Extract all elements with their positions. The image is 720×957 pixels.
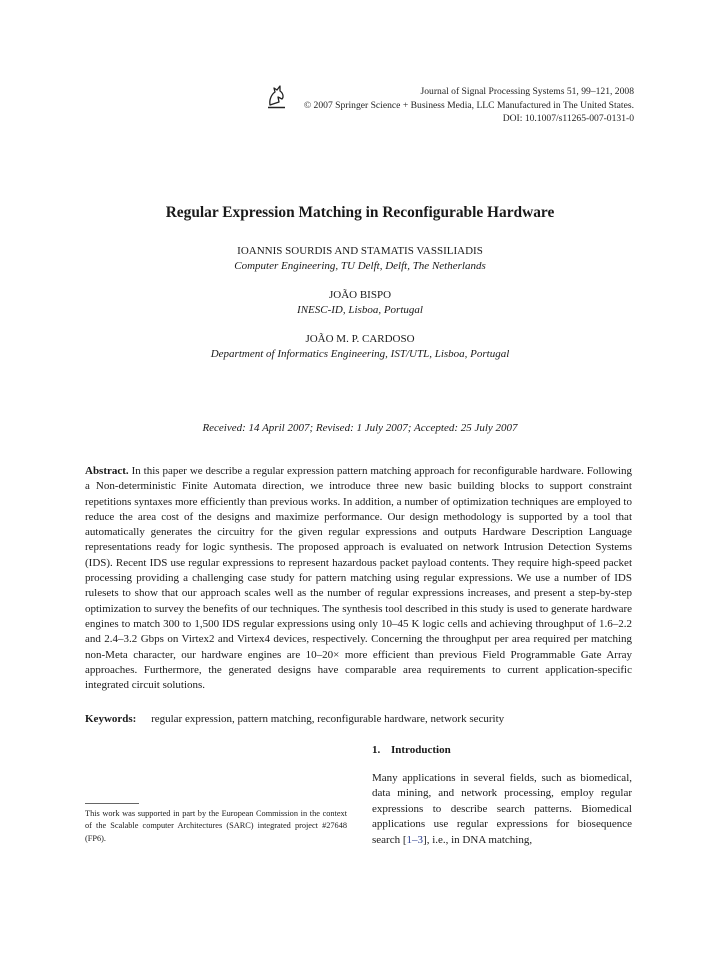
keywords [85,713,632,725]
author-names: IOANNIS SOURDIS AND STAMATIS VASSILIADIS [237,245,483,257]
author-affiliation: Computer Engineering, TU Delft, Delft, The Netherlands [234,260,486,272]
keywords-label: Keywords: [85,713,137,725]
journal-citation: Journal of Signal Processing Systems 51, 99–121, 2008 [420,86,634,97]
abstract-text: In this paper we describe a regular expression pattern matching approach for reconfigurable hardware. Following a Non-deterministic Finite Automata direction, we introduce three new basic building blocks to support constraint repetitions syntaxes more efficiently than previous works. In addition, a number of optimization techniques are employed to reduce the area cost of the designs and maximize performance. Our design methodology is supported by a tool that automatically generates the circuitry for the given regular expressions and outputs Hardware Description Language representations ready for logic synthesis. The proposed approach is evaluated on network Intrusion Detection Systems (IDS). Recent IDS use regular expressions to represent hazardous packet payload contents. They require high-speed packet processing providing a challenging case study for pattern matching using regular expressions. We use a number of IDS rulesets to show that our approach scales well as the number of regular expressions increases, and present a step-by-step optimization to survey the benefits of our techniques. The synthesis tool described in this study is used to generate hardware engines to match 300 to 1,500 IDS regular expressions using only 10–45 K logic cells and achieving throughput of 1.6–2.2 and 2.4–3.2 Gbps on Virtex2 and Virtex4 devices, respectively. Concerning the throughput per area required per matching non-Meta character, our hardware engines are 10–20× more efficient than previous Field Programmable Gate Array approaches. Furthermore, the generated designs have comparable area requirements to current application-specific integrated circuit solutions. [85,465,633,692]
copyright-line: © 2007 Springer Science + Business Media, LLC Manufactured in The United States. [303,99,634,111]
doi-line: DOI: 10.1007/s11265-007-0131-0 [502,113,634,125]
author-names: JOÃO M. P. CARDOSO [305,333,415,345]
section-number: 1. [372,744,381,756]
author-block [0,332,720,362]
submission-dates: Received: 14 April 2007; Revised: 1 July 2007; Accepted: 25 July 2007 [202,422,518,434]
section-title: Introduction [391,744,451,756]
intro-text-continued: , i.e., in DNA matching, [426,833,533,846]
intro-text: Many applications in several fields, such as biomedical, data mining, and network processing, employ regular expressions to describe search patterns. Biomedical applications use regular expressions for biosequence search [372,772,632,846]
author-block [0,244,720,274]
author-affiliation: INESC-ID, Lisboa, Portugal [297,304,423,316]
paper-title: Regular Expression Matching in Reconfigurable Hardware [165,204,555,221]
author-affiliation: Department of Informatics Engineering, IST/UTL, Lisboa, Portugal [210,348,510,360]
abstract [85,464,632,693]
abstract-label: Abstract. [85,465,129,477]
footnote-divider [85,803,139,804]
intro-paragraph: Many applications in several fields, such as biomedical, data mining, and network processing, employ regular expressions to describe search patterns. Biomedical applications use regular expressions for biosequence search [1–3], i.e., in DNA matching, [372,772,632,846]
springer-logo-icon [265,83,289,111]
author-list [0,244,720,376]
section-heading [372,744,451,756]
keywords-text: regular expression, pattern matching, reconfigurable hardware, network security [151,713,505,725]
author-names: JOÃO BISPO [328,289,392,301]
author-block [0,288,720,318]
journal-header [304,85,634,126]
citation-link[interactable]: 1–3 [406,833,424,846]
footnote: This work was supported in part by the European Commission in the context of the Scalable computer Architectures (SARC) integrated project #27648 (FP6). [85,809,347,843]
